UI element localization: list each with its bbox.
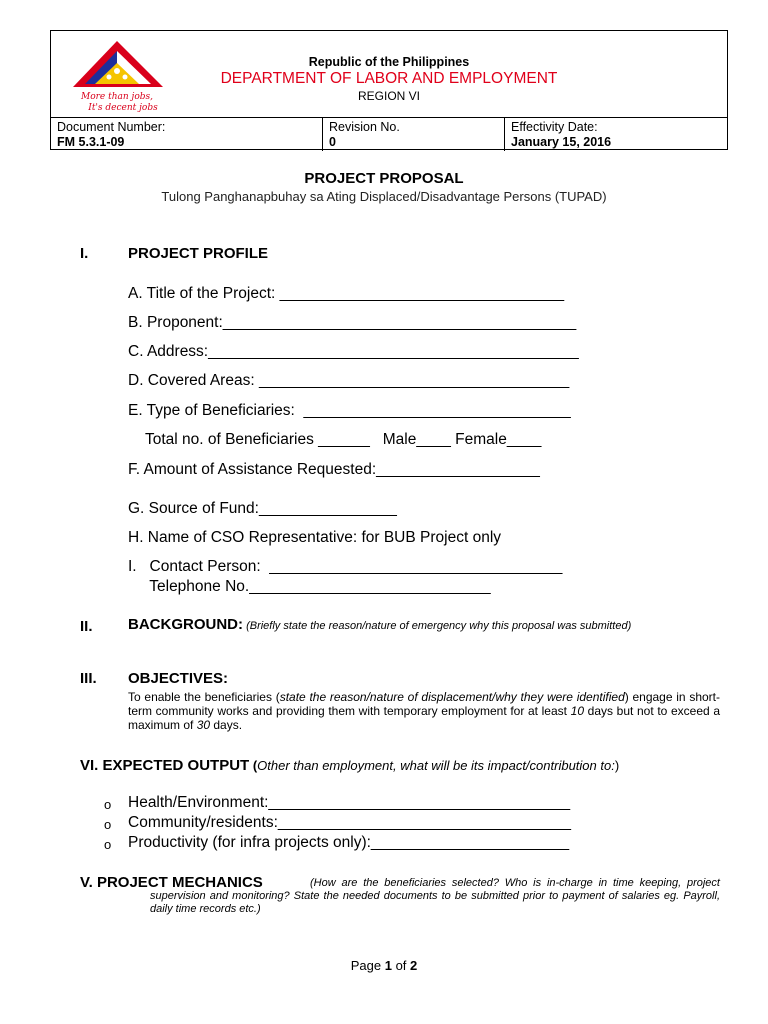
revision-label: Revision No. (329, 120, 400, 134)
objectives-text-3: days but not to exceed a maximum of (128, 704, 720, 732)
field-community-residents[interactable]: Community/residents:__________________________________ (128, 814, 571, 831)
objectives-italic-1: state the reason/nature of displacement/why they were identified (279, 690, 625, 704)
field-cso-representative: H. Name of CSO Representative: for BUB Project only (128, 529, 502, 546)
field-health-environment[interactable]: Health/Environment:___________________________________ (128, 794, 571, 811)
section-2-numeral: II. (80, 618, 93, 635)
objectives-text-2: ) engage in short-term community works and providing them with temporary employment for at least (128, 690, 721, 718)
section-3-heading: OBJECTIVES: (128, 670, 229, 687)
section-2-heading: BACKGROUND: (128, 616, 243, 633)
bullet-icon: o (104, 817, 112, 832)
objectives-text-1: To enable the beneficiaries ( (128, 690, 280, 704)
objectives-text-4: days. (210, 718, 243, 732)
document-number-cell (51, 118, 323, 151)
effectivity-cell (505, 118, 727, 151)
bullet-icon: o (104, 797, 112, 812)
document-info-row (51, 117, 727, 151)
svg-text:It's decent jobs: It's decent jobs (88, 103, 158, 113)
section-1-numeral: I. (80, 245, 89, 262)
section-2-note: (Briefly state the reason/nature of emergency why this proposal was submitted) (246, 620, 632, 632)
section-3-numeral: III. (80, 670, 97, 687)
footer-page-number: 1 (384, 958, 392, 973)
section-expected-output (80, 757, 619, 774)
field-telephone-no[interactable]: Telephone No.____________________________ (128, 578, 491, 595)
field-covered-areas[interactable]: D. Covered Areas: ____________________________________ (128, 372, 570, 389)
objectives-paragraph (128, 690, 720, 732)
field-type-of-beneficiaries[interactable]: E. Type of Beneficiaries: _______________________________ (128, 402, 571, 419)
field-productivity[interactable]: Productivity (for infra projects only):_______________________ (128, 834, 570, 851)
revision-cell (323, 118, 505, 151)
document-subtitle: Tulong Panghanapbuhay sa Ating Displaced/Disadvantage Persons (TUPAD) (161, 189, 607, 204)
revision-value: 0 (329, 135, 336, 149)
republic-label: Republic of the Philippines (308, 55, 470, 69)
page-footer (0, 958, 768, 973)
footer-of-word: of (391, 958, 411, 973)
field-source-of-fund[interactable]: G. Source of Fund:________________ (128, 500, 397, 517)
expected-output-paren-open: ( (249, 758, 258, 773)
project-mechanics-heading: V. PROJECT MECHANICS (80, 874, 263, 891)
footer-page-word: Page (350, 958, 385, 973)
project-mechanics-note: (How are the beneficiaries selected? Who is in-charge in time keeping, project supervision and monitoring? State the needed documents to be submitted prior to payment of salaries eg. Payroll, daily time records etc.) (150, 877, 720, 915)
effectivity-label: Effectivity Date: (511, 120, 598, 134)
field-total-beneficiaries[interactable]: Total no. of Beneficiaries ______ Male____ Female____ (128, 431, 542, 448)
field-address[interactable]: C. Address:___________________________________________ (128, 343, 579, 360)
objectives-italic-3: 30 (196, 718, 211, 732)
document-number-value: FM 5.3.1-09 (57, 135, 125, 149)
effectivity-value: January 15, 2016 (511, 135, 612, 149)
expected-output-heading: VI. EXPECTED OUTPUT (80, 757, 250, 774)
document-title: PROJECT PROPOSAL (304, 170, 464, 187)
field-amount-of-assistance[interactable]: F. Amount of Assistance Requested:___________________ (128, 461, 540, 478)
section-2-block (128, 618, 720, 633)
department-name: DEPARTMENT OF LABOR AND EMPLOYMENT (220, 70, 558, 87)
footer-page-total: 2 (410, 958, 418, 973)
svg-text:More than jobs,: More than jobs, (80, 92, 154, 102)
bullet-icon: o (104, 837, 112, 852)
field-title-of-project[interactable]: A. Title of the Project: _________________________________ (128, 285, 565, 302)
expected-output-note: Other than employment, what will be its impact/contribution to: (257, 758, 615, 773)
document-header (50, 30, 728, 150)
objectives-italic-2: 10 (570, 704, 584, 718)
section-1-heading: PROJECT PROFILE (128, 245, 269, 262)
field-contact-person[interactable]: I. Contact Person: __________________________________ (128, 558, 563, 575)
expected-output-paren-close: ) (614, 758, 620, 773)
document-number-label: Document Number: (57, 120, 166, 134)
region-label: REGION VI (357, 89, 420, 103)
field-proponent[interactable]: B. Proponent:_________________________________________ (128, 314, 577, 331)
